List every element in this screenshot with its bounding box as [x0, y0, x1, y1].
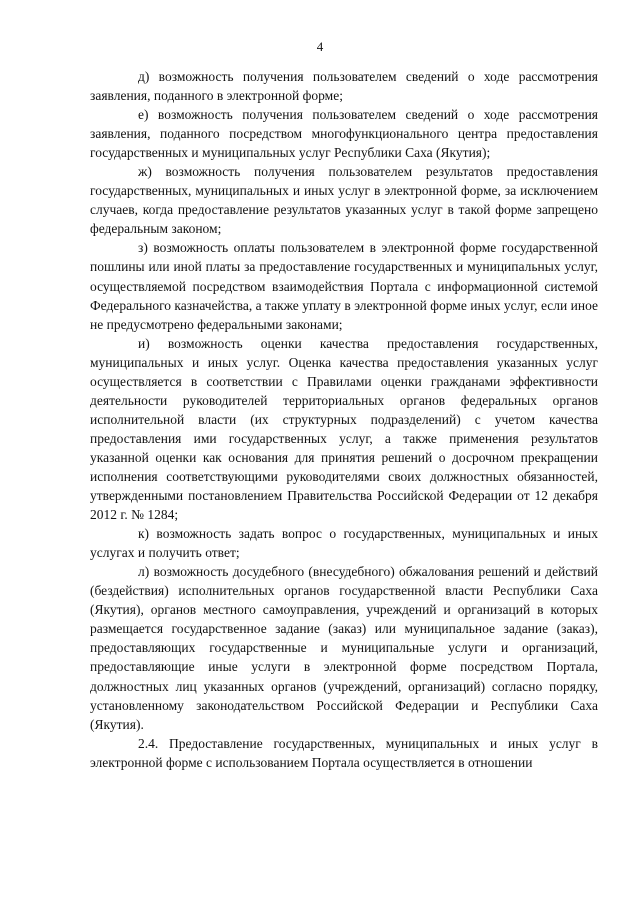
document-body — [90, 67, 598, 772]
paragraph-i: и) возможность оценки качества предоставления государственных, муниципальных и иных услуг. Оценка качества предоставления указанных услуг осуществляется в соответствии с Правилами оценки гражданами эффективности деятельности руководителей территориальных органов федеральных органов исполнительной власти (их структурных подразделений) с учетом качества предоставления ими государственных услуг, а также применения результатов указанной оценки как основания для принятия решений о досрочном прекращении исполнения соответствующими руководителями своих должностных обязанностей, утвержденными постановлением Правительства Российской Федерации от 12 декабря 2012 г. № 1284; — [90, 335, 598, 523]
page-number: 4 — [316, 39, 324, 54]
paragraph-d: д) возможность получения пользователем сведений о ходе рассмотрения заявления, поданного в электронной форме; — [90, 69, 598, 104]
paragraph-z: з) возможность оплаты пользователем в электронной форме государственной пошлины или иной платы за предоставление государственных и муниципальных услуг, осуществляемой посредством взаимодействия Портала с информационной системой Федерального казначейства, а также уплату в электронной форме иных услуг, если иное не предусмотрено федеральными законами; — [90, 240, 598, 332]
paragraph-l: л) возможность досудебного (внесудебного) обжалования решений и действий (бездействия) исполнительных органов государственной власти Республики Саха (Якутия), органов местного самоуправления, учреждений и организаций в которых размещается государственное задание (заказ) или муниципальное задание (заказ), предоставляющих государственные и муниципальные услуги и организаций, предоставляющие иные услуги в электронной форме посредством Портала, должностных лиц указанных органов (учреждений, организаций) согласно порядку, установленному законодательством Российской Федерации и Республики Саха (Якутия). — [90, 564, 598, 732]
paragraph-e: е) возможность получения пользователем сведений о ходе рассмотрения заявления, поданного посредством многофункционального центра предоставления государственных и муниципальных услуг Республики Саха (Якутия); — [90, 107, 598, 161]
paragraph-k: к) возможность задать вопрос о государственных, муниципальных и иных услугах и получить ответ; — [90, 526, 598, 561]
paragraph-2-4: 2.4. Предоставление государственных, муниципальных и иных услуг в электронной форме с использованием Портала осуществляется в отношении — [90, 735, 598, 770]
paragraph-zh: ж) возможность получения пользователем результатов предоставления государственных, муниципальных и иных услуг в электронной форме, за исключением случаев, когда предоставление результатов указанных услуг в такой форме запрещено федеральным законом; — [90, 164, 598, 237]
